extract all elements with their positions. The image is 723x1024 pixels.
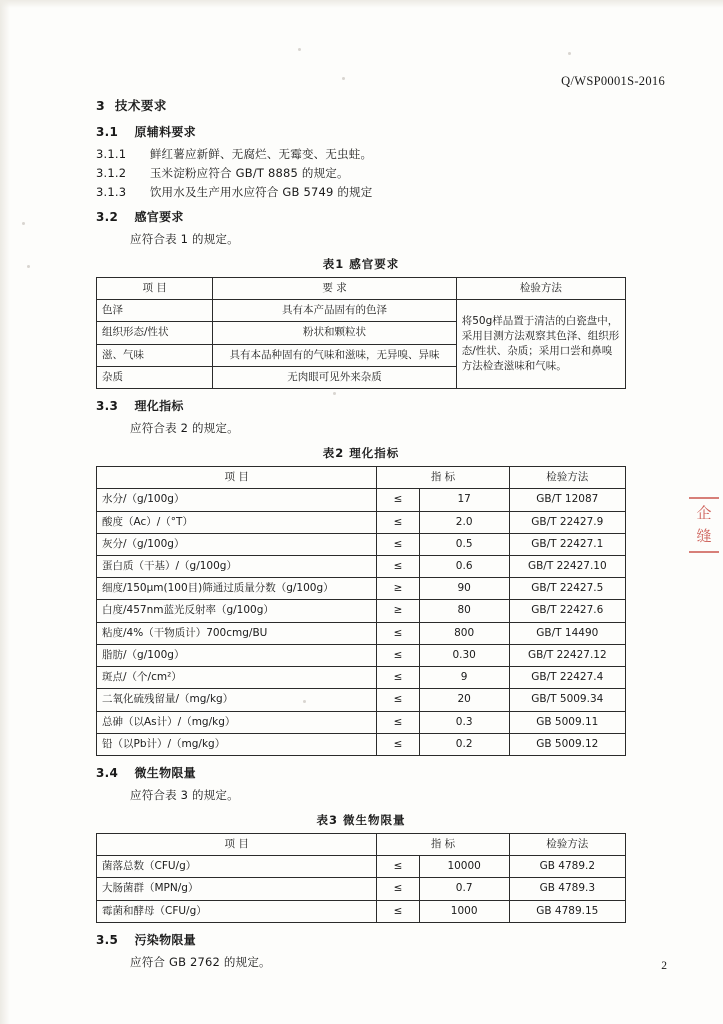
table1-requirement: 具有本产品固有的色泽 (213, 300, 456, 322)
table2-symbol: ≥ (377, 578, 419, 600)
table-row (97, 900, 626, 922)
table2-method: GB/T 22427.10 (509, 555, 625, 577)
clause-3-1-3 (96, 184, 626, 200)
document-code: Q/WSP0001S-2016 (561, 74, 665, 88)
table-row (97, 733, 626, 755)
table3-header-index: 指 标 (377, 833, 509, 855)
heading-3-5 (96, 931, 626, 948)
scan-speck (342, 77, 345, 80)
table3-method: GB 4789.3 (509, 878, 625, 900)
table1-item: 色泽 (97, 300, 213, 322)
heading-3-1 (96, 123, 626, 140)
table-row (97, 533, 626, 555)
table-physicochemical-indices (96, 466, 626, 756)
clause-3-1-3-text: 饮用水及生产用水应符合 GB 5749 的规定 (149, 185, 373, 199)
table2-symbol: ≤ (377, 667, 419, 689)
scan-speck (568, 52, 571, 55)
clause-3-1-1-text: 鲜红薯应新鲜、无腐烂、无霉变、无虫蛀。 (149, 147, 373, 161)
table3-method: GB 4789.15 (509, 900, 625, 922)
clause-3-1-2 (96, 165, 626, 181)
table1-method: 将50g样品置于清洁的白瓷盘中，采用目测方法观察其色泽、组织形态/性状、杂质；采用口尝和鼻嗅方法检查滋味和气味。 (456, 300, 625, 389)
table2-index: 0.30 (419, 644, 509, 666)
table2-index: 0.3 (419, 711, 509, 733)
heading-3-1-number: 3.1 (96, 125, 119, 139)
heading-3-5-number: 3.5 (96, 932, 119, 947)
table3-item: 大肠菌群（MPN/g） (97, 878, 377, 900)
heading-3-3-number: 3.3 (96, 399, 119, 414)
table3-symbol: ≤ (377, 900, 419, 922)
table2-index: 17 (419, 489, 509, 511)
table2-index: 80 (419, 600, 509, 622)
table3-header-method: 检验方法 (509, 833, 625, 855)
table1-requirement: 具有本品种固有的气味和滋味，无异嗅、异味 (213, 344, 456, 366)
heading-3-2-title: 感官要求 (134, 210, 184, 224)
heading-3-4-title: 微生物限量 (134, 765, 196, 780)
table2-symbol: ≤ (377, 711, 419, 733)
table1-header-method: 检验方法 (456, 278, 625, 300)
table2-method: GB/T 14490 (509, 622, 625, 644)
clause-3-1-1-number: 3.1.1 (96, 147, 127, 161)
table-row (97, 833, 626, 855)
table-sensory-requirements (96, 277, 626, 389)
table2-item: 蛋白质（干基）/（g/100g） (97, 555, 377, 577)
table2-method: GB 5009.11 (509, 711, 625, 733)
table2-method: GB/T 22427.9 (509, 511, 625, 533)
table2-method: GB/T 22427.12 (509, 644, 625, 666)
paragraph-3-2: 应符合表 1 的规定。 (130, 232, 239, 246)
table2-index: 90 (419, 578, 509, 600)
table-row (97, 467, 626, 489)
scan-edge-left (0, 0, 10, 1024)
table1-requirement: 粉状和颗粒状 (213, 322, 456, 344)
paragraph-3-4: 应符合表 3 的规定。 (130, 787, 239, 802)
table2-method: GB/T 22427.6 (509, 600, 625, 622)
table3-item: 菌落总数（CFU/g） (97, 856, 377, 878)
table-row (97, 511, 626, 533)
table2-method: GB 5009.12 (509, 733, 625, 755)
table2-method: GB/T 12087 (509, 489, 625, 511)
table2-index: 2.0 (419, 511, 509, 533)
table1-caption: 表1 感官要求 (322, 257, 400, 271)
heading-3 (96, 96, 626, 114)
heading-3-4-number: 3.4 (96, 765, 119, 780)
table2-method: GB/T 5009.34 (509, 689, 625, 711)
table2-header-method: 检验方法 (509, 467, 625, 489)
table2-method: GB/T 22427.1 (509, 533, 625, 555)
table2-item: 二氧化硫残留量/（mg/kg） (97, 689, 377, 711)
table-microbial-limits (96, 833, 626, 923)
table2-symbol: ≤ (377, 555, 419, 577)
clause-3-1-2-number: 3.1.2 (96, 166, 127, 180)
table1-requirement: 无肉眼可见外来杂质 (213, 366, 456, 388)
table1-header-requirement: 要 求 (213, 278, 456, 300)
heading-3-5-title: 污染物限量 (134, 932, 196, 947)
table2-index: 0.6 (419, 555, 509, 577)
table-row (97, 856, 626, 878)
table2-symbol: ≤ (377, 511, 419, 533)
heading-3-2-number: 3.2 (96, 210, 119, 224)
table3-symbol: ≤ (377, 856, 419, 878)
table2-header-item: 项 目 (97, 467, 377, 489)
table2-caption: 表2 理化指标 (322, 446, 400, 461)
table-row (97, 644, 626, 666)
scan-speck (22, 222, 25, 225)
table3-method: GB 4789.2 (509, 856, 625, 878)
table-row (97, 489, 626, 511)
clause-3-1-2-text: 玉米淀粉应符合 GB/T 8885 的规定。 (149, 166, 349, 180)
heading-3-2 (96, 208, 626, 225)
document-body (96, 96, 626, 978)
scan-edge-top (0, 0, 723, 8)
heading-3-title: 技术要求 (114, 98, 167, 113)
page-number: 2 (661, 960, 667, 972)
table2-symbol: ≤ (377, 644, 419, 666)
table3-index: 10000 (419, 856, 509, 878)
table1-item: 组织形态/性状 (97, 322, 213, 344)
table3-item: 霉菌和酵母（CFU/g） (97, 900, 377, 922)
table2-item: 斑点/（个/cm²） (97, 667, 377, 689)
table2-item: 铅（以Pb计）/（mg/kg） (97, 733, 377, 755)
table2-method: GB/T 22427.5 (509, 578, 625, 600)
table2-item: 总砷（以As计）/（mg/kg） (97, 711, 377, 733)
table1-item: 杂质 (97, 366, 213, 388)
heading-3-4 (96, 764, 626, 781)
scan-speck (27, 265, 30, 268)
table3-index: 1000 (419, 900, 509, 922)
table2-index: 9 (419, 667, 509, 689)
table-row (97, 689, 626, 711)
table2-symbol: ≤ (377, 533, 419, 555)
table3-header-item: 项 目 (97, 833, 377, 855)
scan-speck (298, 48, 301, 51)
table2-index: 0.5 (419, 533, 509, 555)
heading-3-3-title: 理化指标 (134, 399, 184, 414)
table2-item: 灰分/（g/100g） (97, 533, 377, 555)
table2-header-index: 指 标 (377, 467, 509, 489)
heading-3-1-title: 原辅料要求 (134, 125, 196, 139)
table3-caption: 表3 微生物限量 (316, 812, 406, 827)
table1-header-item: 项 目 (97, 278, 213, 300)
table2-item: 粘度/4%（干物质计）700cmg/BU (97, 622, 377, 644)
paragraph-3-3: 应符合表 2 的规定。 (130, 421, 239, 436)
table2-index: 0.2 (419, 733, 509, 755)
table2-item: 脂肪/（g/100g） (97, 644, 377, 666)
table2-symbol: ≤ (377, 733, 419, 755)
table3-index: 0.7 (419, 878, 509, 900)
table2-item: 酸度（Ac）/（°T） (97, 511, 377, 533)
table2-index: 800 (419, 622, 509, 644)
table-row (97, 711, 626, 733)
table1-item: 滋、气味 (97, 344, 213, 366)
table3-symbol: ≤ (377, 878, 419, 900)
clause-3-1-3-number: 3.1.3 (96, 185, 127, 199)
table-row (97, 878, 626, 900)
table2-item: 水分/（g/100g） (97, 489, 377, 511)
table-row (97, 600, 626, 622)
table-row (97, 278, 626, 300)
table-row (97, 622, 626, 644)
table-row (97, 578, 626, 600)
heading-3-3 (96, 397, 626, 414)
table2-item: 细度/150μm(100目)筛通过质量分数（g/100g） (97, 578, 377, 600)
heading-3-number: 3 (96, 98, 106, 113)
table2-symbol: ≥ (377, 600, 419, 622)
table2-method: GB/T 22427.4 (509, 667, 625, 689)
table-row (97, 300, 626, 322)
paragraph-3-5: 应符合 GB 2762 的规定。 (130, 954, 271, 969)
table2-symbol: ≤ (377, 689, 419, 711)
table2-item: 白度/457nm蓝光反射率（g/100g） (97, 600, 377, 622)
table2-symbol: ≤ (377, 489, 419, 511)
company-seal-fragment: 企 缝 (689, 495, 719, 556)
table2-symbol: ≤ (377, 622, 419, 644)
clause-3-1-1 (96, 146, 626, 162)
table-row (97, 667, 626, 689)
table-row (97, 555, 626, 577)
table2-index: 20 (419, 689, 509, 711)
